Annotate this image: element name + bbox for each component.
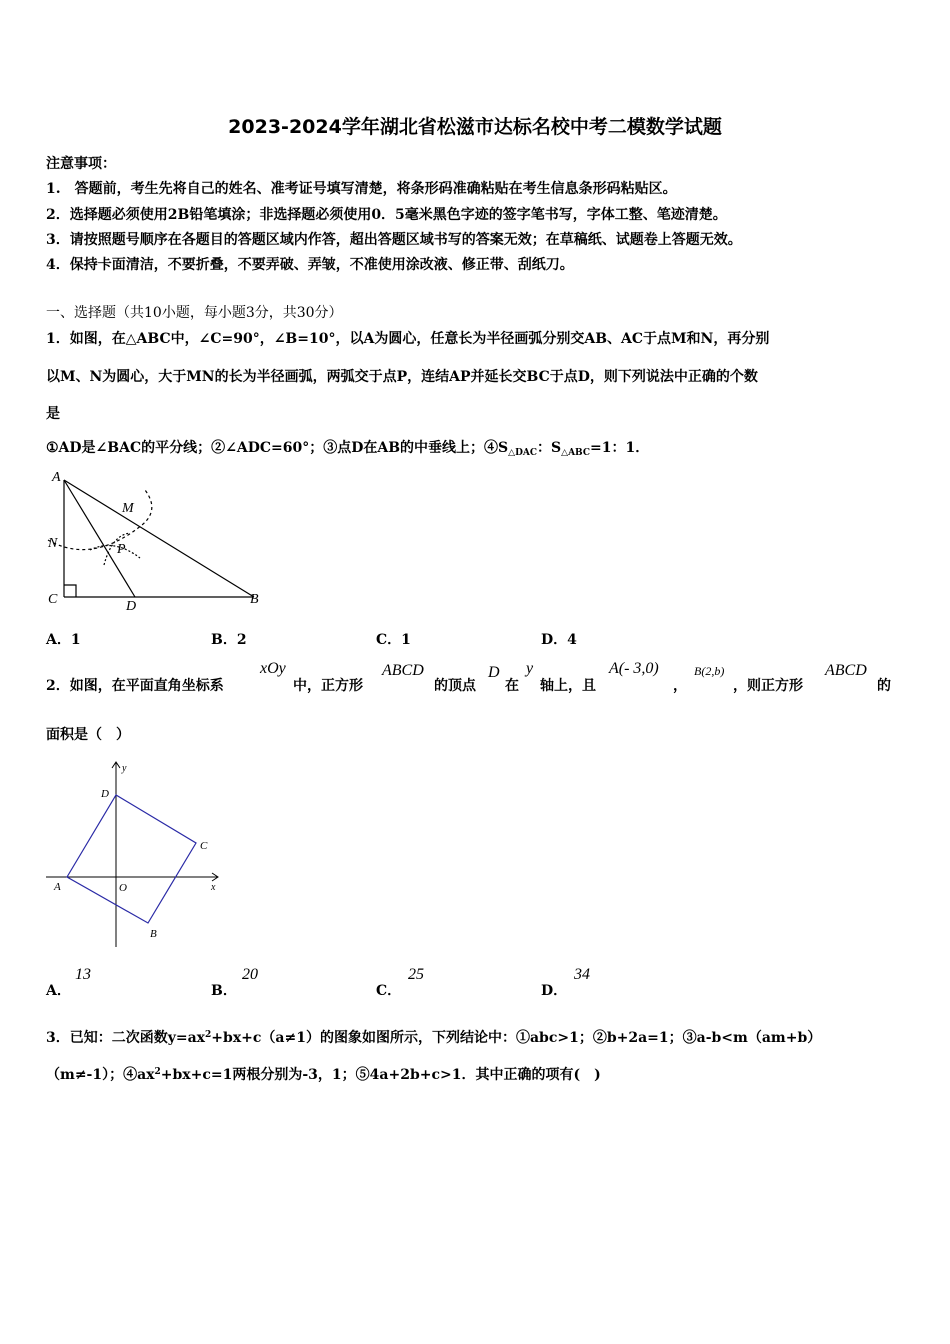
q2-coordinate-figure: [40, 757, 230, 952]
label-c: C: [48, 592, 58, 607]
q2-a-coord: A(- 3,0): [609, 660, 659, 677]
q2-option-d[interactable]: D．: [541, 983, 568, 999]
q2-mid4: 轴上，且: [540, 678, 596, 694]
q2-option-a[interactable]: A．: [46, 983, 71, 999]
q2-mid3: 在: [505, 678, 519, 694]
q1-line1: 1．如图，在△ABC中，∠C=90°，∠B=10°，以A为圆心，任意长为半径画弧分别交AB、AC于点M和N，再分别: [46, 331, 770, 347]
q2-option-c-value[interactable]: 25: [408, 966, 424, 983]
square-abcd: [67, 795, 196, 923]
q2-b-coord: B(2,b): [694, 664, 725, 678]
q1-line2: 以M、N为圆心，大于MN的长为半径画弧，两弧交于点P，连结AP并延长交BC于点D，则下列说法中正确的个数: [46, 369, 758, 385]
label-b: B: [250, 592, 259, 607]
q1-triangle-figure: [42, 465, 272, 615]
section-heading: 一、选择题（共10小题，每小题3分，共30分）: [46, 305, 343, 321]
side-ab: [64, 480, 254, 597]
page-title: 2023-2024学年湖北省松滋市达标名校中考二模数学试题: [228, 116, 722, 138]
label-x: x: [211, 882, 216, 893]
q1-line3: 是: [46, 406, 60, 422]
q2-end: 的: [877, 678, 891, 694]
q2-option-c[interactable]: C．: [376, 983, 402, 999]
label-o: O: [119, 882, 127, 894]
label-c: C: [200, 840, 208, 852]
q2-d: D: [488, 664, 500, 681]
q2-option-d-value[interactable]: 34: [574, 966, 590, 983]
q2-mid5: ，则正方形: [733, 678, 803, 694]
notice-item: 4．保持卡面清洁，不要折叠，不要弄破、弄皱，不准使用涂改液、修正带、刮纸刀。: [46, 257, 574, 273]
notice-heading: 注意事项：: [46, 156, 116, 172]
label-y: y: [122, 763, 127, 774]
q2-abcd1: ABCD: [382, 662, 424, 679]
q2-prefix: 2．如图，在平面直角坐标系: [46, 678, 224, 694]
q3-line2: （m≠-1）；$④ax^2+bx+c=1$两根分别为-3，1；⑤4a+2b+c>1．其中正确的项有( ): [46, 1067, 601, 1083]
label-a: A: [52, 470, 61, 485]
q2-option-a-value[interactable]: 13: [75, 966, 91, 983]
q1-option-d[interactable]: D．4: [541, 632, 577, 648]
label-b: B: [150, 928, 157, 940]
q1-option-a[interactable]: A．1: [46, 632, 81, 648]
q1-statements: ①AD是∠BAC的平分线；②∠ADC=60°；③点D在AB的中垂线上；$④S_{\triangle DAC}$：$S_{\triangle ABC}=1$：1．: [46, 440, 650, 458]
q2-line2: 面积是（ ）: [46, 727, 130, 743]
q2-y: y: [526, 660, 534, 677]
label-d: D: [126, 599, 137, 614]
label-n: N: [48, 536, 58, 551]
q1-option-c[interactable]: C．1: [376, 632, 411, 648]
notice-item: 3．请按照题号顺序在各题目的答题区域内作答，超出答题区域书写的答案无效；在草稿纸、试题卷上答题无效。: [46, 232, 742, 248]
label-d: D: [101, 788, 109, 800]
label-p: P: [117, 542, 126, 557]
label-a: A: [54, 881, 61, 893]
q2-abcd2: ABCD: [825, 662, 867, 679]
notice-item: 1. 答题前，考生先将自己的姓名、准考证号填写清楚，将条形码准确粘贴在考生信息条形码粘贴区。: [46, 181, 677, 197]
q1-option-b[interactable]: B．2: [211, 632, 247, 648]
q2-xoy: xOy: [260, 660, 286, 677]
q2-option-b[interactable]: B．: [211, 983, 237, 999]
label-m: M: [122, 501, 134, 516]
line-ad: [64, 480, 135, 597]
notice-item: 2．选择题必须使用2B铅笔填涂；非选择题必须使用0．5毫米黑色字迹的签字笔书写，字体工整、笔迹清楚。: [46, 207, 727, 223]
right-angle-mark: [64, 585, 76, 597]
arc-p1: [90, 546, 140, 559]
q2-mid1: 中，正方形: [293, 678, 363, 694]
q2-mid2: 的顶点: [434, 678, 476, 694]
q3-line1: 3．已知：二次函数$y=ax^2+bx+c(a\ne 1)$的图象如图所示，下列结论中：①abc>1；②b+2a=1；③a-b<m（am+b）: [46, 1030, 822, 1046]
q2-comma: ，: [673, 678, 687, 694]
q2-option-b-value[interactable]: 20: [242, 966, 258, 983]
